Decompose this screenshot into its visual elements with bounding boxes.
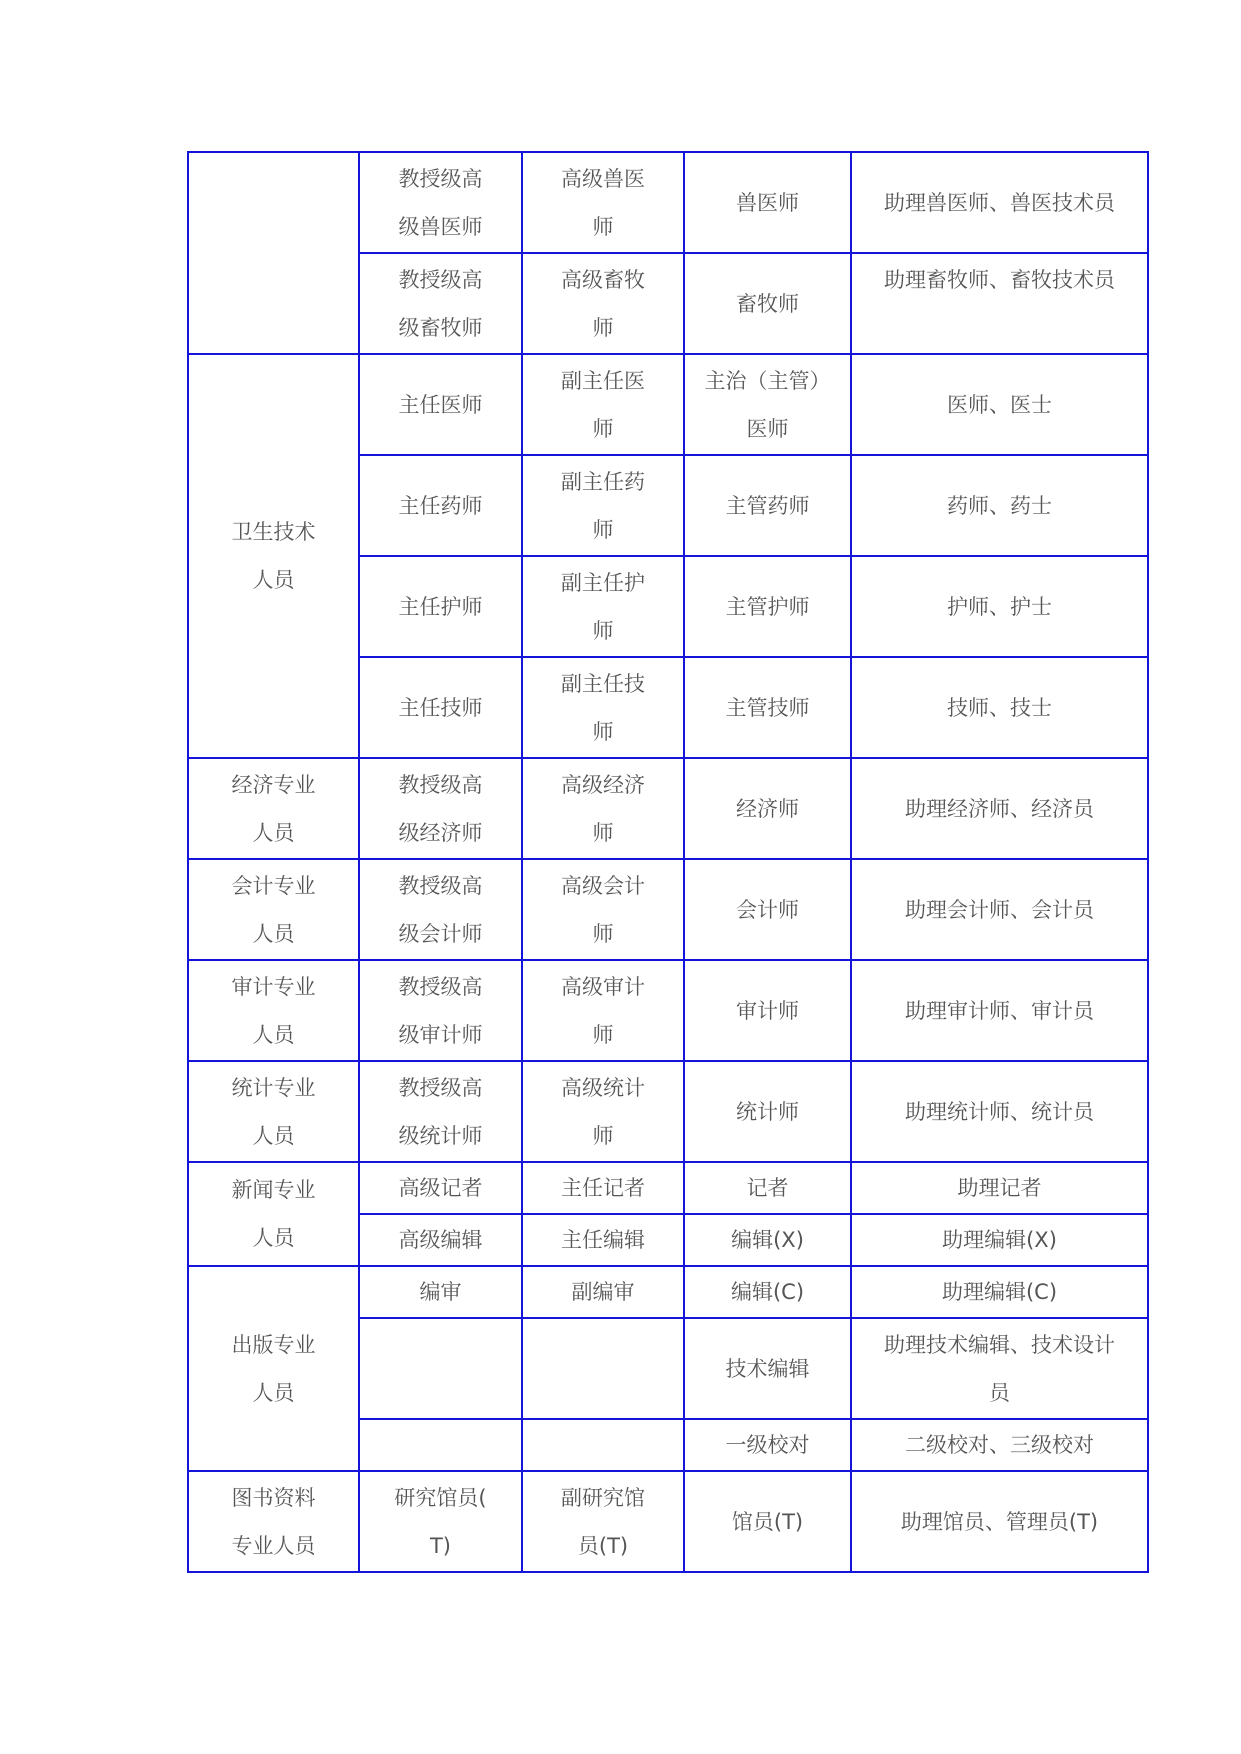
table-row bbox=[188, 152, 1148, 253]
intermediate-level-cell: 一级校对 bbox=[684, 1419, 851, 1471]
intermediate-level-cell: 馆员(T) bbox=[684, 1471, 851, 1572]
senior-level-cell: 高级会计 师 bbox=[522, 859, 684, 960]
category-cell-blank bbox=[188, 152, 359, 354]
junior-level-cell: 助理经济师、经济员 bbox=[851, 758, 1148, 859]
senior-level-cell: 副编审 bbox=[522, 1266, 684, 1318]
professor-level-cell: 教授级高 级兽医师 bbox=[359, 152, 522, 253]
intermediate-level-cell: 记者 bbox=[684, 1162, 851, 1214]
table-row bbox=[188, 1266, 1148, 1318]
junior-level-cell: 助理审计师、审计员 bbox=[851, 960, 1148, 1061]
junior-level-cell: 助理兽医师、兽医技术员 bbox=[851, 152, 1148, 253]
senior-level-cell: 高级经济 师 bbox=[522, 758, 684, 859]
senior-level-cell: 高级审计 师 bbox=[522, 960, 684, 1061]
intermediate-level-cell: 统计师 bbox=[684, 1061, 851, 1162]
intermediate-level-cell: 畜牧师 bbox=[684, 253, 851, 354]
category-cell-journalism: 新闻专业 人员 bbox=[188, 1162, 359, 1266]
professor-level-cell bbox=[359, 1419, 522, 1471]
junior-level-cell: 助理畜牧师、畜牧技术员 bbox=[851, 253, 1148, 354]
professor-level-cell: 编审 bbox=[359, 1266, 522, 1318]
intermediate-level-cell: 主管技师 bbox=[684, 657, 851, 758]
professor-level-cell: 高级记者 bbox=[359, 1162, 522, 1214]
junior-level-cell: 助理会计师、会计员 bbox=[851, 859, 1148, 960]
senior-level-cell: 高级统计 师 bbox=[522, 1061, 684, 1162]
category-cell-library: 图书资料 专业人员 bbox=[188, 1471, 359, 1572]
senior-level-cell: 副主任技 师 bbox=[522, 657, 684, 758]
category-cell-audit: 审计专业 人员 bbox=[188, 960, 359, 1061]
senior-level-cell: 主任记者 bbox=[522, 1162, 684, 1214]
table-row bbox=[188, 1471, 1148, 1572]
senior-level-cell: 主任编辑 bbox=[522, 1214, 684, 1266]
intermediate-level-cell: 审计师 bbox=[684, 960, 851, 1061]
intermediate-level-cell: 会计师 bbox=[684, 859, 851, 960]
senior-level-cell: 高级兽医 师 bbox=[522, 152, 684, 253]
professor-level-cell: 教授级高 级统计师 bbox=[359, 1061, 522, 1162]
junior-level-cell: 助理馆员、管理员(T) bbox=[851, 1471, 1148, 1572]
professor-level-cell: 主任医师 bbox=[359, 354, 522, 455]
professor-level-cell: 研究馆员( T) bbox=[359, 1471, 522, 1572]
professor-level-cell: 教授级高 级经济师 bbox=[359, 758, 522, 859]
table-row bbox=[188, 1061, 1148, 1162]
intermediate-level-cell: 兽医师 bbox=[684, 152, 851, 253]
professor-level-cell: 教授级高 级审计师 bbox=[359, 960, 522, 1061]
intermediate-level-cell: 主管护师 bbox=[684, 556, 851, 657]
intermediate-level-cell: 主治（主管） 医师 bbox=[684, 354, 851, 455]
intermediate-level-cell: 编辑(X) bbox=[684, 1214, 851, 1266]
junior-level-cell: 药师、药士 bbox=[851, 455, 1148, 556]
junior-level-cell: 技师、技士 bbox=[851, 657, 1148, 758]
senior-level-cell bbox=[522, 1419, 684, 1471]
intermediate-level-cell: 主管药师 bbox=[684, 455, 851, 556]
category-cell-economics: 经济专业 人员 bbox=[188, 758, 359, 859]
senior-level-cell: 副研究馆 员(T) bbox=[522, 1471, 684, 1572]
intermediate-level-cell: 技术编辑 bbox=[684, 1318, 851, 1419]
table-row bbox=[188, 859, 1148, 960]
professor-level-cell: 教授级高 级会计师 bbox=[359, 859, 522, 960]
professor-level-cell: 主任药师 bbox=[359, 455, 522, 556]
intermediate-level-cell: 编辑(C) bbox=[684, 1266, 851, 1318]
professor-level-cell: 主任技师 bbox=[359, 657, 522, 758]
professional-title-table bbox=[187, 151, 1149, 1573]
category-cell-health: 卫生技术 人员 bbox=[188, 354, 359, 758]
senior-level-cell bbox=[522, 1318, 684, 1419]
category-cell-accounting: 会计专业 人员 bbox=[188, 859, 359, 960]
junior-level-cell: 助理记者 bbox=[851, 1162, 1148, 1214]
table-row bbox=[188, 960, 1148, 1061]
junior-level-cell: 助理统计师、统计员 bbox=[851, 1061, 1148, 1162]
table-row bbox=[188, 758, 1148, 859]
table-row bbox=[188, 1162, 1148, 1214]
junior-level-cell: 助理编辑(X) bbox=[851, 1214, 1148, 1266]
professor-level-cell bbox=[359, 1318, 522, 1419]
professor-level-cell: 教授级高 级畜牧师 bbox=[359, 253, 522, 354]
senior-level-cell: 副主任护 师 bbox=[522, 556, 684, 657]
senior-level-cell: 副主任医 师 bbox=[522, 354, 684, 455]
table-row bbox=[188, 354, 1148, 455]
junior-level-cell: 助理编辑(C) bbox=[851, 1266, 1148, 1318]
junior-level-cell: 二级校对、三级校对 bbox=[851, 1419, 1148, 1471]
junior-level-cell: 护师、护士 bbox=[851, 556, 1148, 657]
professor-level-cell: 主任护师 bbox=[359, 556, 522, 657]
junior-level-cell: 助理技术编辑、技术设计 员 bbox=[851, 1318, 1148, 1419]
senior-level-cell: 副主任药 师 bbox=[522, 455, 684, 556]
category-cell-publishing: 出版专业 人员 bbox=[188, 1266, 359, 1471]
professor-level-cell: 高级编辑 bbox=[359, 1214, 522, 1266]
intermediate-level-cell: 经济师 bbox=[684, 758, 851, 859]
senior-level-cell: 高级畜牧 师 bbox=[522, 253, 684, 354]
category-cell-statistics: 统计专业 人员 bbox=[188, 1061, 359, 1162]
junior-level-cell: 医师、医士 bbox=[851, 354, 1148, 455]
